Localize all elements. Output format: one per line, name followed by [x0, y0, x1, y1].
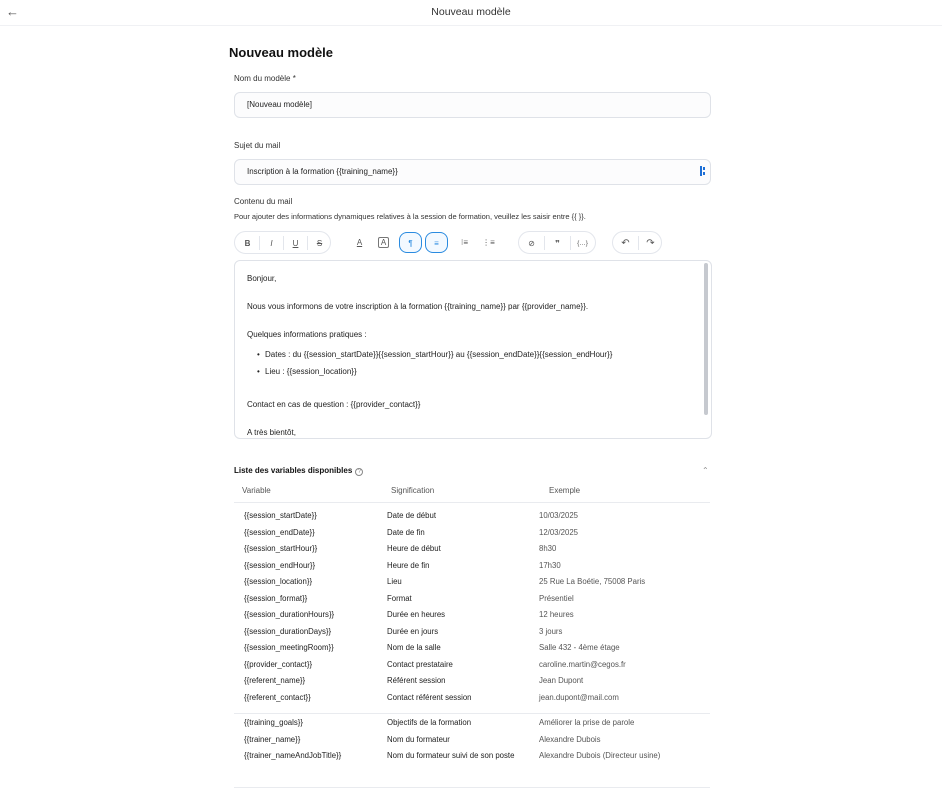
variable-name-cell: {{training_goals}} — [244, 718, 303, 727]
variable-name-cell: {{session_durationHours}} — [244, 610, 335, 619]
variable-name-cell: {{referent_name}} — [244, 676, 306, 685]
mail-content-editor[interactable] — [234, 260, 712, 439]
editor-bullet-location: • Lieu : {{session_location}} — [265, 367, 357, 376]
template-name-label: Nom du modèle * — [234, 74, 296, 83]
variable-meaning-cell: Objectifs de la formation — [387, 718, 472, 727]
variable-meaning-cell: Date de fin — [387, 527, 425, 537]
variable-meaning-cell: Contact prestataire — [387, 659, 453, 669]
editor-closing: A très bientôt, — [247, 428, 296, 437]
variable-example-cell: jean.dupont@mail.com — [539, 692, 619, 702]
editor-contact: Contact en cas de question : {{provider_contact}} — [247, 400, 421, 409]
link-button[interactable]: ⊘ — [528, 239, 535, 248]
variable-meaning-cell: Durée en heures — [387, 610, 446, 619]
editor-intro: Nous vous informons de votre inscription à la formation {{training_name}} par {{provider_name}}. — [247, 302, 589, 311]
page-title: Nouveau modèle — [229, 45, 334, 60]
header-exemple: Exemple — [549, 486, 581, 495]
text-style-group — [234, 231, 331, 254]
group-divider — [234, 713, 710, 714]
variable-meaning-cell: Contact référent session — [387, 692, 472, 702]
header-signification: Signification — [391, 486, 435, 495]
undo-button[interactable]: ↶ — [621, 238, 630, 249]
table-bottom-divider — [234, 787, 710, 788]
bold-button[interactable]: B — [244, 239, 251, 248]
editor-scrollbar[interactable] — [704, 263, 708, 415]
redo-button[interactable]: ↷ — [646, 238, 655, 249]
variable-meaning-cell: Heure de début — [387, 544, 441, 553]
arrow-left-icon[interactable]: ← — [6, 4, 19, 19]
variable-name-cell: {{session_startDate}} — [244, 511, 317, 520]
variable-name-cell: {{referent_contact}} — [244, 692, 311, 702]
variable-name-cell: {{session_meetingRoom}} — [244, 643, 334, 652]
variable-meaning-cell: Date de début — [387, 511, 436, 520]
variable-example-cell: 8h30 — [539, 544, 557, 553]
variable-example-cell: caroline.martin@cegos.fr — [539, 659, 626, 669]
editor-practical-info: Quelques informations pratiques : — [247, 330, 367, 339]
variable-picker-icon[interactable] — [700, 166, 706, 176]
template-name-input[interactable]: [Nouveau modèle] — [234, 92, 711, 118]
table-header-divider — [234, 502, 710, 503]
paragraph-button[interactable]: ¶ — [399, 232, 422, 253]
variable-meaning-cell: Format — [387, 593, 412, 603]
variable-meaning-cell: Nom du formateur suivi de son poste — [387, 751, 515, 760]
variable-name-cell: {{session_durationDays}} — [244, 626, 332, 636]
insert-group — [518, 231, 596, 254]
mail-subject-input[interactable] — [234, 159, 711, 185]
variable-name-cell: {{trainer_nameAndJobTitle}} — [244, 751, 342, 760]
variable-example-cell: Présentiel — [539, 593, 574, 603]
strikethrough-button[interactable]: S — [316, 239, 323, 248]
variable-example-cell: Alexandre Dubois (Directeur usine) — [539, 751, 661, 760]
color-group — [348, 231, 396, 254]
variable-meaning-cell: Durée en jours — [387, 626, 439, 636]
variable-name-cell: {{session_format}} — [244, 593, 308, 603]
variable-name-cell: {{session_endHour}} — [244, 560, 316, 570]
editor-bullet-dates: • Dates : du {{session_startDate}}{{session_startHour}} au {{session_endDate}}{{session_endHour}} — [265, 350, 612, 359]
variable-example-cell: 17h30 — [539, 560, 561, 570]
variable-name-cell: {{trainer_name}} — [244, 734, 301, 744]
header-variable: Variable — [242, 486, 271, 495]
variable-meaning-cell: Heure de fin — [387, 560, 430, 570]
mail-subject-label: Sujet du mail — [234, 141, 281, 150]
underline-button[interactable]: U — [292, 239, 299, 248]
info-circle-icon[interactable]: ? — [355, 468, 363, 476]
variable-meaning-cell: Lieu — [387, 577, 402, 586]
variable-example-cell: Jean Dupont — [539, 676, 584, 685]
history-group — [612, 231, 662, 254]
italic-button[interactable]: I — [270, 239, 273, 248]
editor-greeting: Bonjour, — [247, 274, 277, 283]
variable-meaning-cell: Nom de la salle — [387, 643, 441, 652]
mail-content-label: Contenu du mail — [234, 197, 293, 206]
chevron-up-icon[interactable]: ⌃ — [702, 466, 709, 475]
window-title: Nouveau modèle — [431, 6, 511, 18]
align-left-button[interactable]: ≡ — [425, 232, 448, 253]
variable-example-cell: Améliorer la prise de parole — [539, 718, 635, 727]
highlight-button[interactable]: A — [372, 232, 395, 253]
variables-title-text: Liste des variables disponibles — [234, 466, 353, 475]
variable-example-cell: 10/03/2025 — [539, 511, 579, 520]
variable-name-cell: {{session_endDate}} — [244, 527, 315, 537]
variable-example-cell: 12/03/2025 — [539, 527, 579, 537]
quote-button[interactable]: ❞ — [555, 239, 560, 248]
variable-example-cell: Salle 432 - 4ème étage — [539, 643, 620, 652]
text-color-button[interactable]: A — [356, 238, 363, 247]
variable-meaning-cell: Nom du formateur — [387, 734, 450, 744]
variable-name-cell: {{session_startHour}} — [244, 544, 318, 553]
mail-subject-value: Inscription à la formation {{training_name}} — [247, 167, 398, 176]
code-button[interactable]: {…} — [577, 240, 588, 247]
variable-example-cell: Alexandre Dubois — [539, 734, 601, 744]
variable-example-cell: 25 Rue La Boétie, 75008 Paris — [539, 577, 646, 586]
bullet-list-button[interactable]: ⁝≡ — [460, 238, 469, 247]
variable-name-cell: {{provider_contact}} — [244, 659, 313, 669]
variable-example-cell: 12 heures — [539, 610, 574, 619]
variables-title — [234, 466, 363, 476]
top-bar — [0, 0, 942, 26]
variable-example-cell: 3 jours — [539, 626, 563, 636]
variable-meaning-cell: Référent session — [387, 676, 446, 685]
ordered-list-button[interactable]: ⋮≡ — [482, 238, 495, 247]
variable-name-cell: {{session_location}} — [244, 577, 313, 586]
mail-content-help: Pour ajouter des informations dynamiques relatives à la session de formation, veuillez les saisir entre {{ }}. — [234, 212, 586, 221]
